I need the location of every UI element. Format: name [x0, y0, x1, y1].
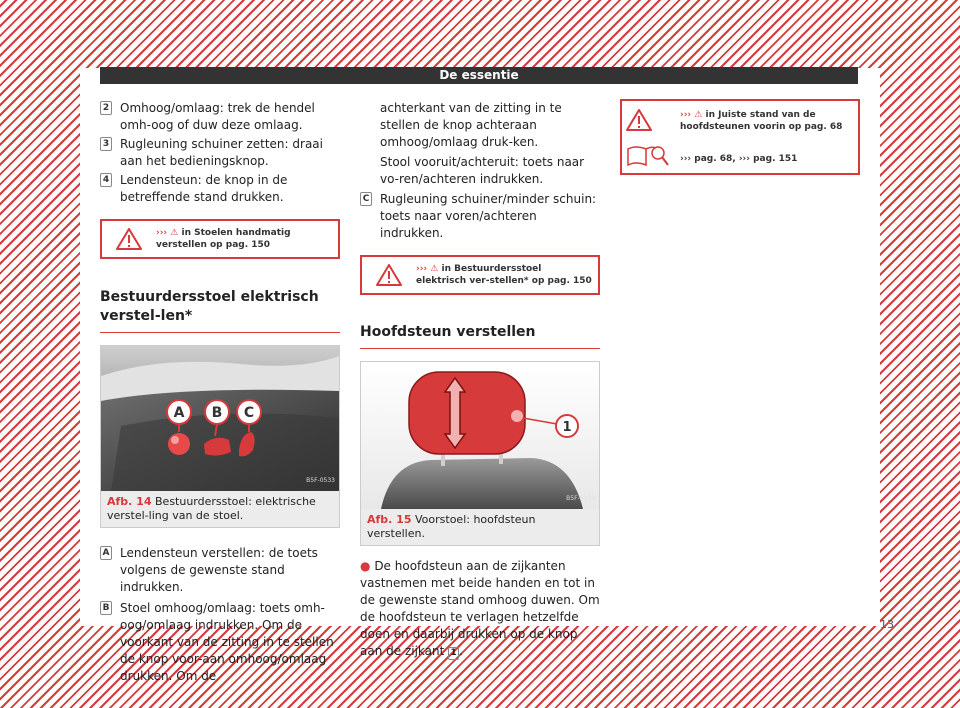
step-text: Rugleuning schuiner/minder schuin: toets naar voren/achteren indrukken.	[380, 192, 597, 240]
callout-c	[237, 400, 261, 424]
paragraph: Stool vooruit/achteruit: toets naar vo-ren/achteren indrukken.	[380, 155, 585, 186]
warning-arrows: ›››	[680, 110, 692, 120]
body-end: .	[459, 644, 463, 658]
svg-text:A: A	[173, 405, 185, 421]
warning-arrows: ›››	[416, 264, 428, 274]
column-2	[360, 100, 600, 660]
warning-triangle-icon	[362, 264, 416, 286]
warning-link[interactable]: in Bestuurdersstoel elektrisch ver-stellen* op pag. 150	[416, 264, 592, 286]
page-number: 13	[880, 618, 894, 631]
warning-link[interactable]: in Juiste stand van de hoofdsteunen voorin op pag. 68	[680, 110, 843, 132]
continued-text: achterkant van de zitting in te stellen de knop achteraan omhoog/omlaag druk-ken.	[380, 101, 562, 149]
callout-1	[556, 415, 578, 437]
figure-label: Afb. 14	[107, 495, 152, 508]
small-warning-icon: ⚠	[694, 110, 703, 120]
small-warning-icon: ⚠	[170, 228, 179, 238]
step-item	[100, 600, 340, 685]
step-item	[100, 100, 340, 134]
svg-text:C: C	[243, 405, 255, 421]
warning-triangle-icon	[626, 109, 652, 135]
step-badge: 4	[100, 173, 112, 187]
seat-controls-image	[101, 346, 339, 491]
step-badge: A	[100, 546, 112, 560]
step-text: Lendensteun verstellen: de toets volgens de gewenste stand indrukken.	[120, 546, 318, 594]
figure-caption-text: Bestuurdersstoel: elektrische verstel-ling van de stoel.	[107, 495, 316, 522]
warning-box	[360, 255, 600, 295]
figure-seat	[100, 345, 340, 528]
reference-links[interactable]: ››› pag. 68, ››› pag. 151	[680, 154, 798, 164]
step-item	[100, 136, 340, 170]
column-1	[100, 100, 340, 685]
warning-box	[100, 219, 340, 259]
inline-badge: 1	[448, 647, 459, 660]
step-badge: C	[360, 192, 372, 206]
figure-code: B5F-0359	[566, 495, 595, 502]
warning-link[interactable]: in Stoelen handmatig verstellen op pag. 150	[156, 228, 291, 250]
step-text: Stoel omhoog/omlaag: toets omh-oog/omlaag indrukken. Om de voorkant van de zitting in te stellen de knop voor-aan omhoog/omlaag drukken. Om de	[120, 601, 334, 683]
warning-text	[416, 263, 598, 287]
body-paragraph	[360, 558, 600, 660]
warning-text	[156, 227, 338, 251]
figure-label: Afb. 15	[367, 513, 412, 526]
warning-box	[620, 99, 860, 175]
section-title: Hoofdsteun verstellen	[360, 323, 600, 349]
step-item	[100, 545, 340, 596]
column-3	[620, 99, 860, 175]
step-badge: 3	[100, 137, 112, 151]
step-item	[100, 172, 340, 206]
step-text: Lendensteun: de knop in de betreffende stand drukken.	[120, 173, 288, 204]
body-text: De hoofdsteun aan de zijkanten vastnemen met beide handen en tot in de gewenste stand omhoog duwen. Om de hoofdsteun te verlagen hetzelfde doen en daarbij drukken op de knop aan de zijkant	[360, 559, 600, 658]
page-header: De essentie	[100, 67, 858, 84]
small-warning-icon: ⚠	[430, 264, 439, 274]
step-text: Rugleuning schuiner zetten: draai aan het bedieningsknop.	[120, 137, 323, 168]
figure-caption-text: Voorstoel: hoofdsteun verstellen.	[367, 513, 536, 540]
figure-caption	[361, 509, 599, 545]
bullet-icon: ●	[360, 559, 371, 573]
step-badge: 2	[100, 101, 112, 115]
figure-code: B5F-0533	[306, 477, 335, 484]
callout-b	[205, 400, 229, 424]
step-text: Omhoog/omlaag: trek de hendel omh-oog of duw deze omlaag.	[120, 101, 315, 132]
warning-arrows: ›››	[156, 228, 168, 238]
step-item	[360, 191, 600, 242]
warning-text	[680, 109, 854, 133]
headrest-image	[361, 362, 599, 509]
figure-headrest	[360, 361, 600, 546]
svg-text:B: B	[211, 405, 223, 421]
figure-caption	[101, 491, 339, 527]
callout-a	[167, 400, 191, 424]
book-magnifier-icon	[626, 143, 670, 173]
warning-triangle-icon	[102, 228, 156, 250]
section-title: Bestuurdersstoel elektrisch verstel-len*	[100, 288, 340, 333]
step-badge: B	[100, 601, 112, 615]
svg-text:1: 1	[562, 420, 572, 435]
